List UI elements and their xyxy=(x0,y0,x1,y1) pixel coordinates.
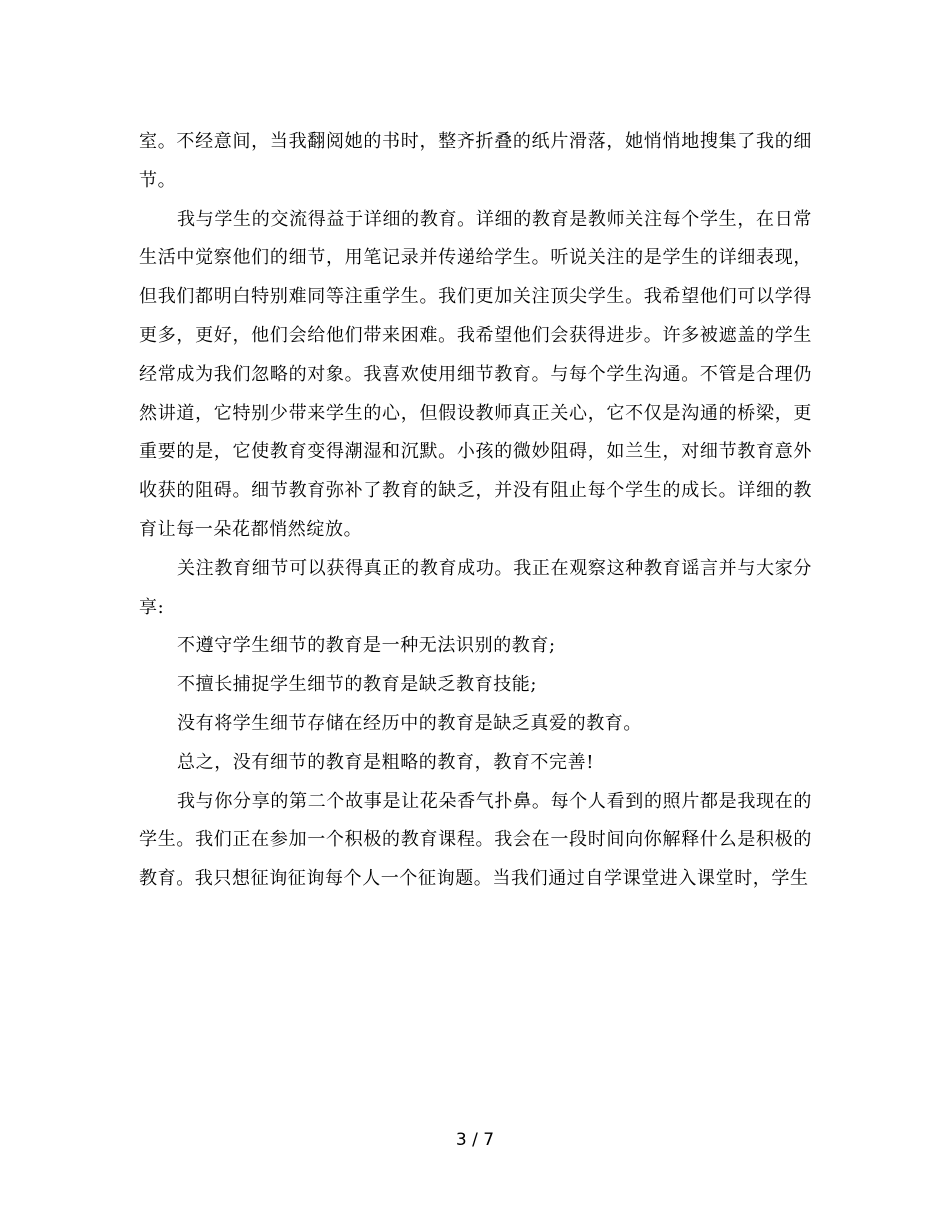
paragraph-education-success: 关注教育细节可以获得真正的教育成功。我正在观察这种教育谣言并与大家分享: xyxy=(139,557,812,618)
page-body xyxy=(139,123,812,899)
saying-line-3: 没有将学生细节存储在经历中的教育是缺乏真爱的教育。 xyxy=(177,712,642,734)
paragraph-detailed-education: 我与学生的交流得益于详细的教育。详细的教育是教师关注每个学生，在日常生活中觉察他们的细节，用笔记录并传递给学生。听说关注的是学生的详细表现，但我们都明白特别难同等注重学生。我们更加关注顶尖学生。我希望他们可以学得更多，更好，他们会给他们带来困难。我希望他们会获得进步。许多被遮盖的学生经常成为我们忽略的对象。我喜欢使用细节教育。与每个学生沟通。不管是合理仍然讲道，它特别少带来学生的心，但假设教师真正关心，它不仅是沟通的桥梁，更重要的是，它使教育变得潮湿和沉默。小孩的微妙阻碍，如兰生，对细节教育意外收获的阻碍。细节教育弥补了教育的缺乏，并没有阻止每个学生的成长。详细的教育让每一朵花都悄然绽放。 xyxy=(139,208,812,540)
saying-line-2: 不擅长捕捉学生细节的教育是缺乏教育技能; xyxy=(177,674,538,696)
paragraph-second-story: 我与你分享的第二个故事是让花朵香气扑鼻。每个人看到的照片都是我现在的学生。我们正在参加一个积极的教育课程。我会在一段时间向你解释什么是积极的教育。我只想征询征询每个人一个征询题。当我们通过自学课堂进入课堂时，学生 xyxy=(139,790,812,890)
paragraph-conclusion: 总之，没有细节的教育是粗略的教育，教育不完善! xyxy=(177,751,595,773)
paragraph-continuation: 室。不经意间，当我翻阅她的书时，整齐折叠的纸片滑落，她悄悄地搜集了我的细节。 xyxy=(139,131,812,191)
page-number: 3 / 7 xyxy=(455,1130,495,1150)
saying-line-1: 不遵守学生细节的教育是一种无法识别的教育; xyxy=(177,635,556,657)
